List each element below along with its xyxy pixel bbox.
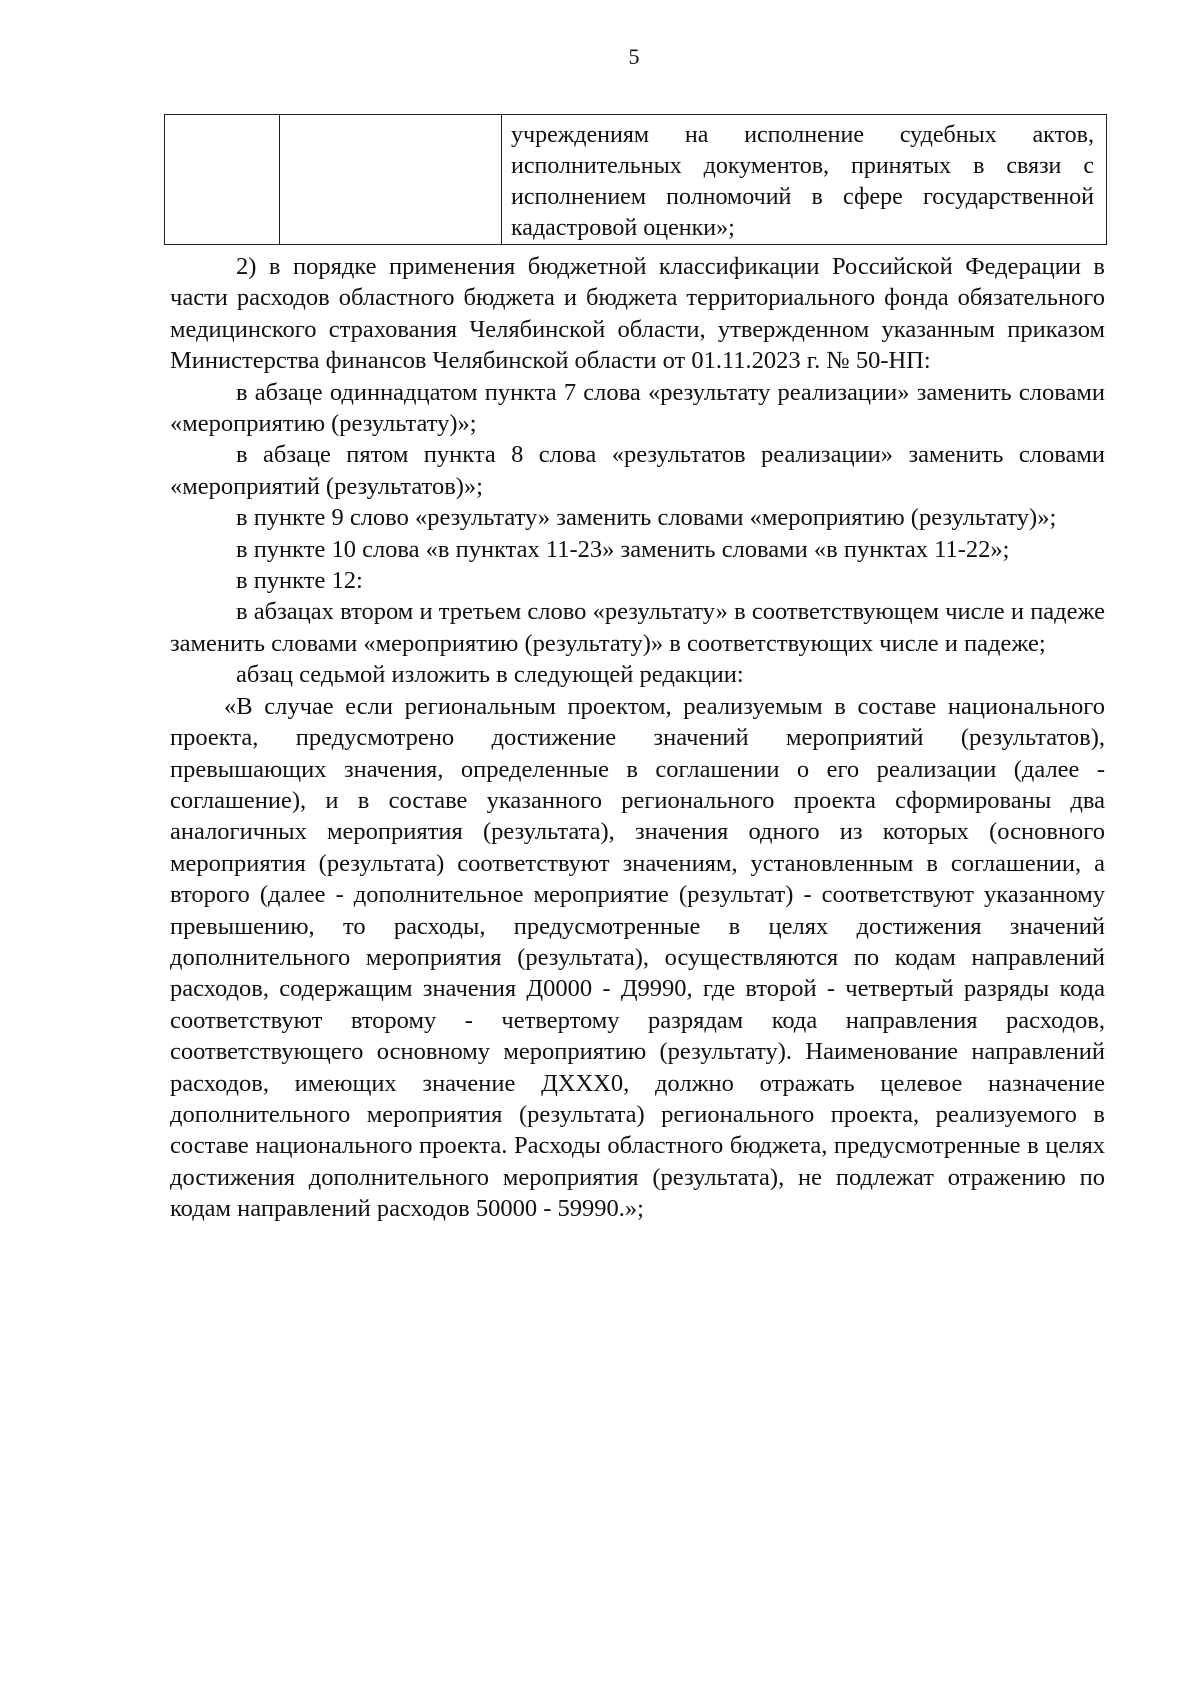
- paragraph: в абзаце пятом пункта 8 слова «результатов реализации» заменить словами «мероприятий (результатов)»;: [170, 441, 1105, 500]
- page-number: 5: [628, 44, 640, 69]
- paragraph: в абзацах втором и третьем слово «результату» в соответствующем числе и падеже заменить словами «мероприятию (результату)» в соответствующих числе и падеже;: [170, 598, 1105, 657]
- paragraph: в пункте 9 слово «результату» заменить словами «мероприятию (результату)»;: [236, 504, 1057, 532]
- quoted-paragraph: «В случае если региональным проектом, реализуемым в составе национального проекта, предусмотрено достижение значений мероприятий (результатов), превышающих значения, определенные в соглашении о его реализации (далее - соглашение), и в составе указанного регионального проекта сформированы два аналогичных мероприятия (результата), значения одного из которых (основного мероприятия (результата) соответствуют значениям, установленным в соглашении, а второго (далее - дополнительное мероприятие (результат) - соответствуют указанному превышению, то расходы, предусмотренные в целях достижения значений дополнительного мероприятия (результата), осуществляются по кодам направлений расходов, содержащим значения Д0000 - Д9990, где второй - четвертый разряды кода соответствуют второму - четвертому разрядам кода направления расходов, соответствующего основному мероприятию (результату). Наименование направлений расходов, имеющих значение ДХХХ0, должно отражать целевое назначение дополнительного мероприятия (результата) регионального проекта, реализуемого в составе национального проекта. Расходы областного бюджета, предусмотренные в целях достижения дополнительного мероприятия (результата), не подлежат отражению по кодам направлений расходов 50000 - 59990.»;: [170, 692, 1105, 1223]
- table-row: [165, 115, 1107, 245]
- table-cell-text: учреждениям на исполнение судебных актов, исполнительных документов, принятых в связи с исполнением полномочий в сфере государственной кадастровой оценки»;: [502, 115, 1107, 245]
- paragraph: 2) в порядке применения бюджетной классификации Российской Федерации в части расходов областного бюджета и бюджета территориального фонда обязательного медицинского страхования Челябинской области, утвержденном указанным приказом Министерства финансов Челябинской области от 01.11.2023 г. № 50-НП:: [170, 253, 1105, 375]
- paragraph: в пункте 12:: [236, 567, 363, 595]
- continuation-table: [164, 114, 1107, 245]
- paragraph: в абзаце одиннадцатом пункта 7 слова «результату реализации» заменить словами «мероприятию (результату)»;: [170, 378, 1105, 438]
- table-cell-empty: [165, 115, 280, 245]
- paragraph: абзац седьмой изложить в следующей редакции:: [236, 661, 744, 689]
- document-body: [170, 251, 1105, 1225]
- table-cell-empty: [280, 115, 502, 245]
- paragraph: в пункте 10 слова «в пунктах 11-23» заменить словами «в пунктах 11-22»;: [236, 535, 1010, 563]
